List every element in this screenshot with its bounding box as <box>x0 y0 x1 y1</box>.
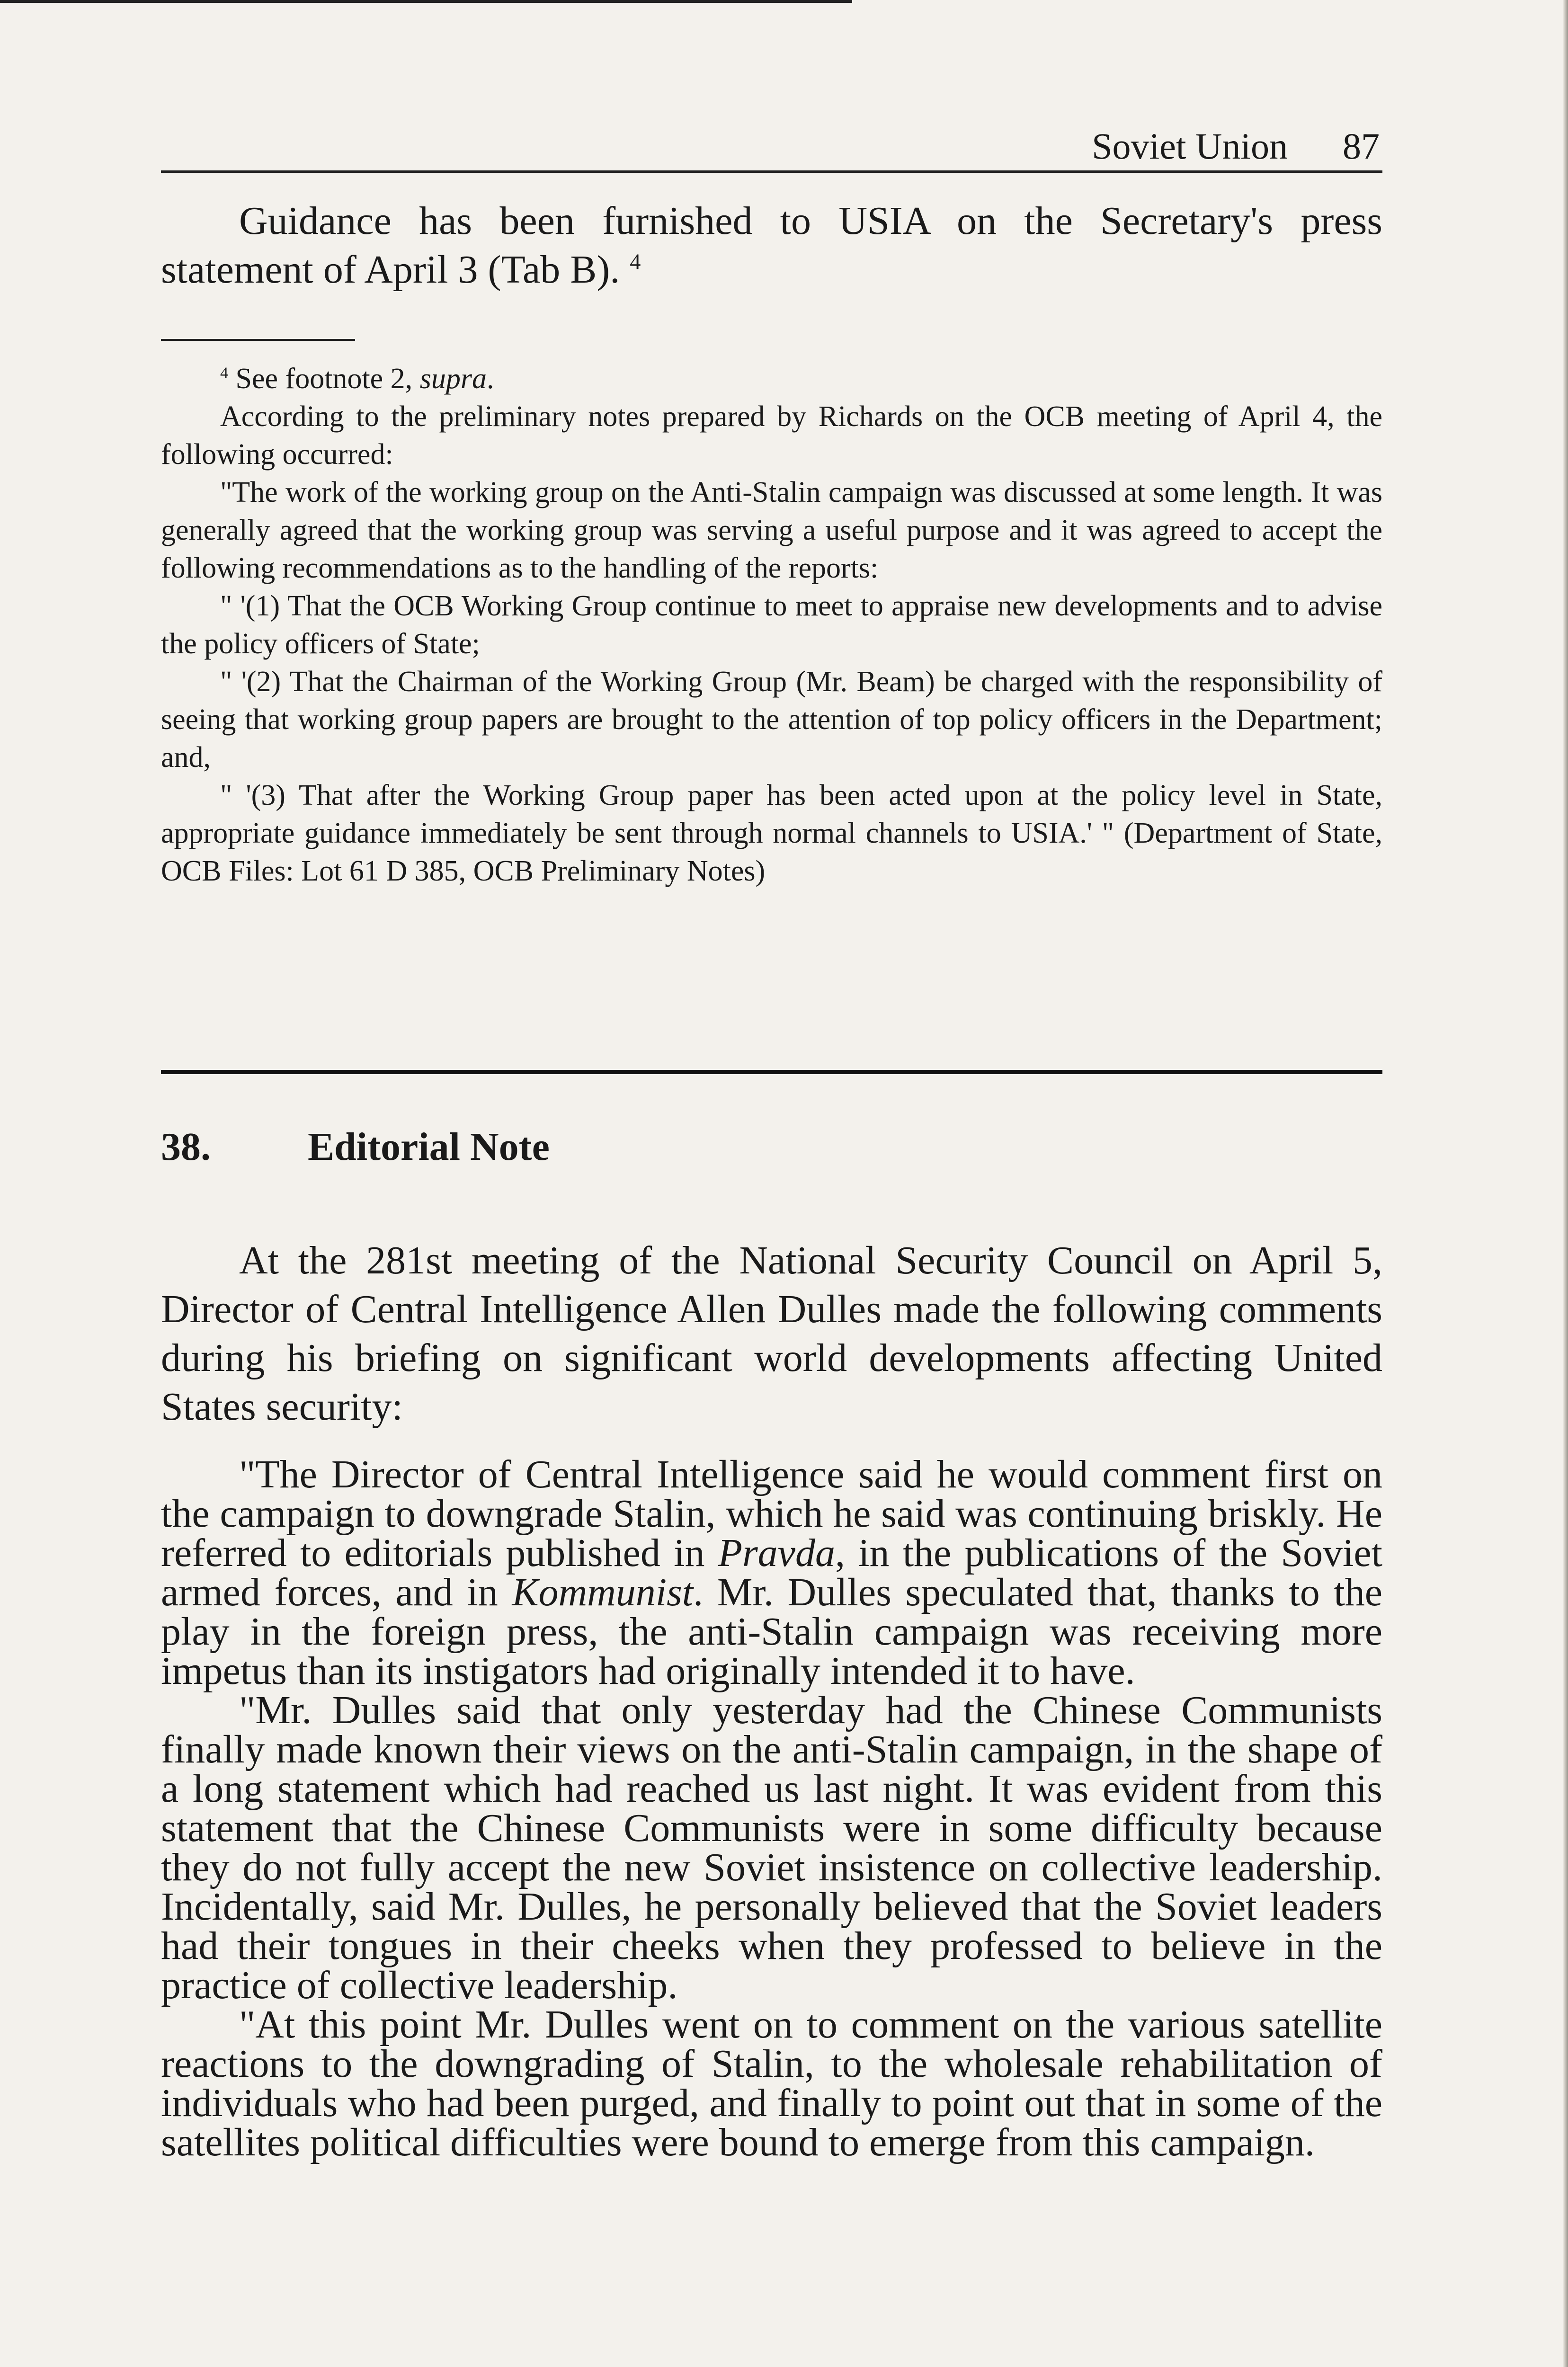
top-paragraph <box>161 196 1382 294</box>
footnote-paragraph: "The work of the working group on the Anti-Stalin campaign was discussed at some length. It was generally agreed that the working group was serving a useful purpose and it was agreed to accept the following recommendations as to the handling of the reports: <box>161 476 1382 584</box>
footnote-line-1-text: See footnote 2, <box>235 363 413 395</box>
quote-1-part-c: . Mr. Dulles speculated that, thanks to the play in the foreign press, the anti-Stalin campaign was receiving more impetus than its instigators had originally intended it to have. <box>161 1570 1382 1693</box>
quote-1-part-a: "The Director of Central Intelligence said he would comment first on the campaign to downgrade Stalin, which he said was continuing briskly. He referred to editorials published in <box>161 1452 1382 1575</box>
quote-paragraph-1 <box>161 1452 1382 1693</box>
quote-1-part-b: , in the publications of the Soviet armed forces, and in <box>161 1531 1382 1614</box>
footnote-reference: 4 <box>630 249 641 274</box>
section-number: 38. <box>161 1125 211 1169</box>
document-page <box>161 118 1382 2162</box>
footnote-separator <box>161 339 355 341</box>
quote-paragraph-3: "At this point Mr. Dulles went on to comment on the various satellite reactions to the downgrading of Stalin, to the wholesale rehabilitation of individuals who had been purged, and finally to point out that in some of the satellites political difficulties were bound to emerge from this campaign. <box>161 2002 1382 2164</box>
publication-pravda: Pravda <box>718 1531 835 1575</box>
scan-right-edge <box>1563 0 1568 2367</box>
footnote-paragraph: According to the preliminary notes prepared by Richards on the OCB meeting of April 4, the following occurred: <box>161 400 1382 471</box>
footnote-paragraph: " '(3) That after the Working Group paper has been acted upon at the policy level in State, appropriate guidance immediately be sent through normal channels to USIA.' " (Department of State, OCB Files: Lot 61 D 385, OCB Preliminary Notes) <box>161 779 1382 887</box>
footnote-line-1 <box>161 360 1382 398</box>
quote-paragraph-2: "Mr. Dulles said that only yesterday had the Chinese Communists finally made known their views on the anti-Stalin campaign, in the shape of a long statement which had reached us last night. It was evident from this statement that the Chinese Communists were in some difficulty because they do not fully accept the new Soviet insistence on collective leadership. Incidentally, said Mr. Dulles, he personally believed that the Soviet leaders had their tongues in their cheeks when they professed to believe in the practice of collective leadership. <box>161 1688 1382 2007</box>
editorial-intro: At the 281st meeting of the National Security Council on April 5, Director of Central Intelligence Allen Dulles made the following comments during his briefing on significant world developments affecting United States security: <box>161 1238 1382 1429</box>
editorial-quotes <box>161 1452 1382 2164</box>
footnote-paragraph: " '(1) That the OCB Working Group continue to meet to appraise new developments and to advise the policy officers of State; <box>161 590 1382 660</box>
section-divider <box>161 1070 1382 1074</box>
footnote-italic-supra: supra <box>419 363 487 395</box>
section-heading <box>161 1124 1382 1170</box>
running-head-title: Soviet Union <box>1092 125 1288 167</box>
footnote-block <box>161 360 1382 890</box>
footnote-marker: 4 <box>220 364 229 382</box>
page-number: 87 <box>1343 125 1380 167</box>
publication-kommunist: Kommunist <box>512 1570 694 1614</box>
section-title: Editorial Note <box>308 1125 550 1169</box>
footnote-line-1-end: . <box>486 363 494 395</box>
top-paragraph-text: Guidance has been furnished to USIA on the Secretary's press statement of April 3 (Tab B). <box>161 199 1382 292</box>
scan-top-edge <box>0 0 852 3</box>
footnote-paragraph: " '(2) That the Chairman of the Working Group (Mr. Beam) be charged with the responsibility of seeing that working group papers are brought to the attention of top policy officers in the Department; and, <box>161 666 1382 774</box>
running-head <box>161 118 1382 173</box>
